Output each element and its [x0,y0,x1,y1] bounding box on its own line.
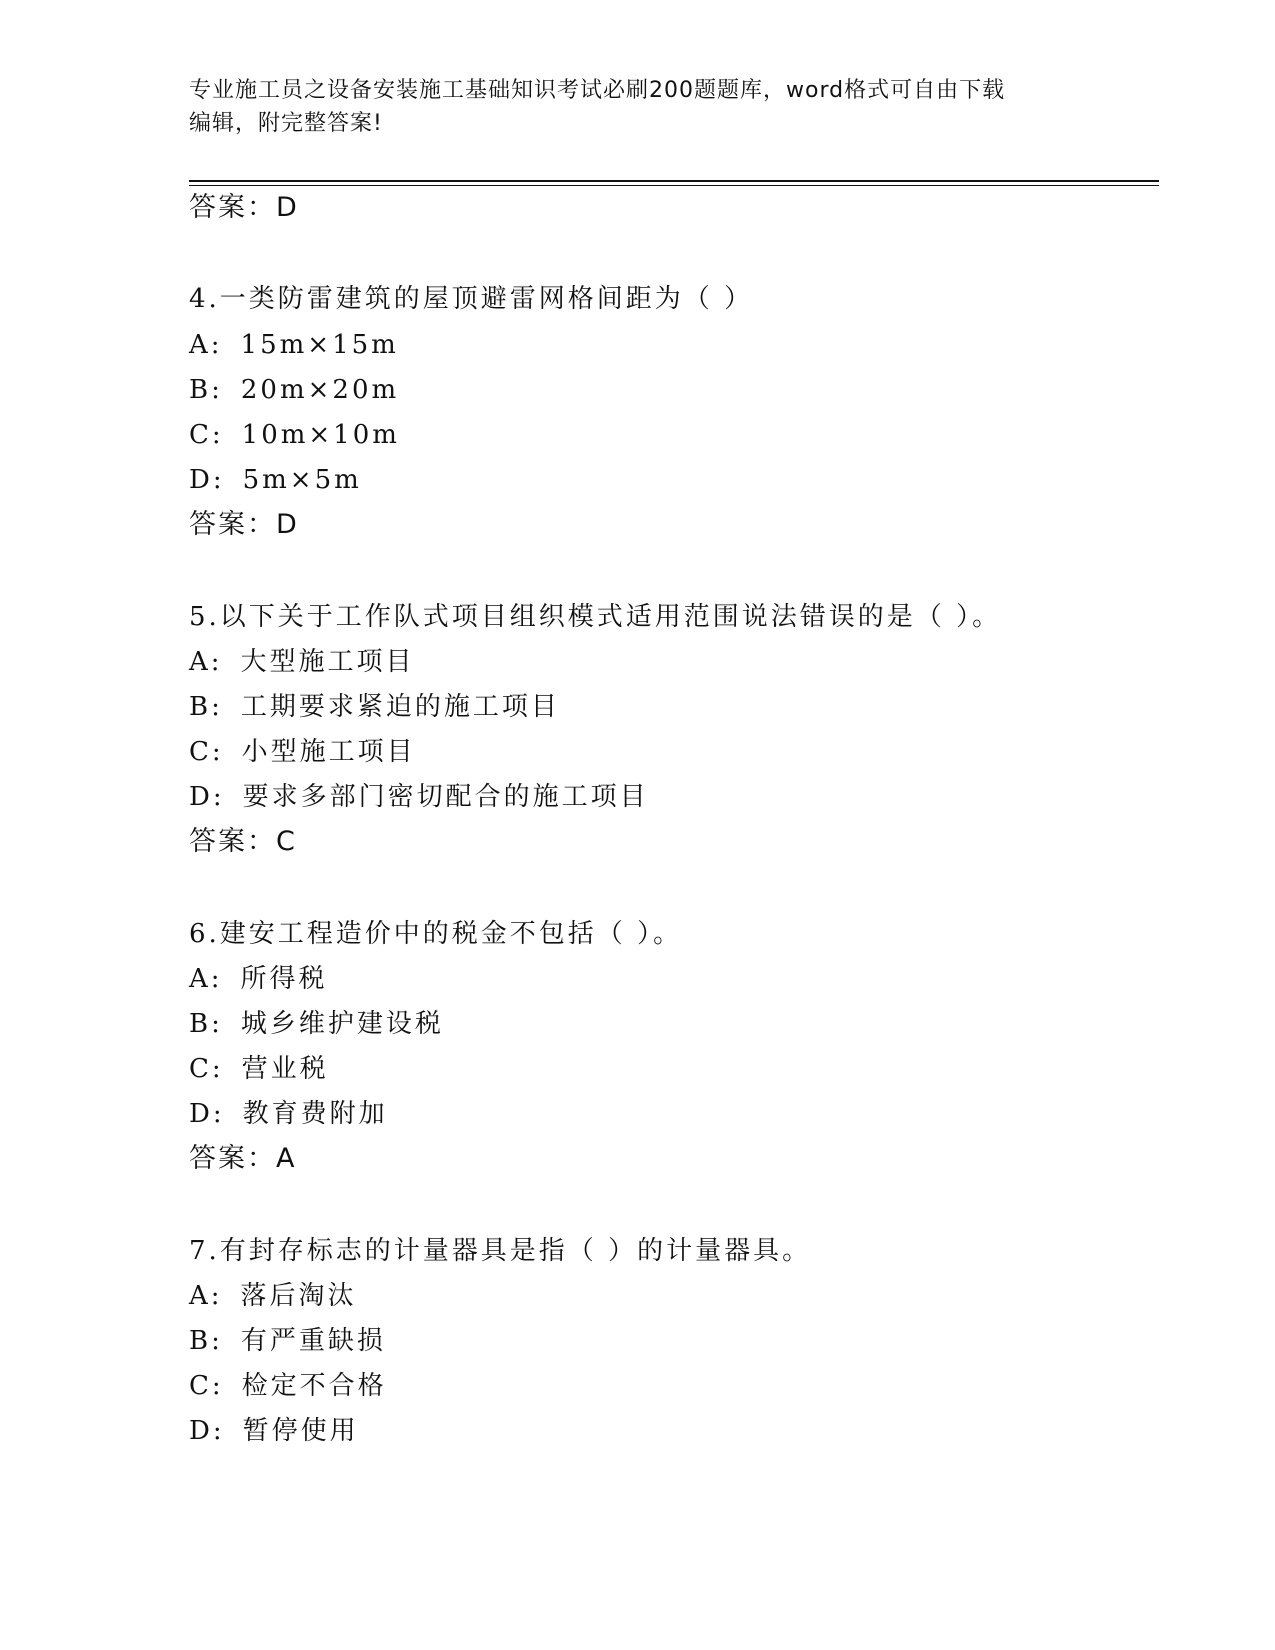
option-text: 城乡维护建设税 [240,1009,444,1039]
option-label: A: [189,330,223,360]
option-label: D: [189,1099,225,1129]
question-5-answer: 答案：C [189,826,297,857]
question-6-answer: 答案：A [189,1143,297,1174]
option-label: A: [189,1281,223,1311]
question-6-option-c [189,1052,329,1086]
header-title-line-1: 专业施工员之设备安装施工基础知识考试必刷200题题库，word格式可自由下载 [189,78,1006,103]
question-4-option-a [189,328,399,362]
option-text: 20m×20m [240,375,400,405]
option-text: 暂停使用 [242,1416,359,1446]
header-rule-thin [189,185,1159,186]
question-6-option-b [189,1007,444,1041]
previous-answer: 答案：D [189,192,299,223]
option-text: 15m×15m [240,330,399,360]
question-6-option-d [189,1097,388,1131]
question-7-option-c [189,1369,387,1403]
question-5-option-c [189,735,416,769]
option-label: A: [189,964,223,994]
header-rule-thick [189,180,1159,182]
question-4-option-c [189,418,400,452]
option-label: D: [189,782,225,812]
document-header [189,74,1089,140]
option-label: C: [189,737,224,767]
option-label: B: [189,692,223,722]
question-5-option-a [189,645,415,679]
option-label: C: [189,420,224,450]
header-title-line-2: 编辑，附完整答案! [189,111,383,136]
question-4-stem: 4.一类防雷建筑的屋顶避雷网格间距为（ ） [189,284,754,314]
question-4-answer: 答案：D [189,509,299,540]
option-label: C: [189,1054,224,1084]
option-text: 5m×5m [242,465,362,495]
question-5-stem: 5.以下关于工作队式项目组织模式适用范围说法错误的是（ ）。 [189,602,1002,632]
option-text: 有严重缺损 [240,1326,386,1356]
option-label: B: [189,1326,223,1356]
option-label: D: [189,1416,225,1446]
option-text: 10m×10m [241,420,400,450]
question-5-option-b [189,690,560,724]
option-text: 检定不合格 [241,1371,387,1401]
option-label: C: [189,1371,224,1401]
question-6-option-a [189,962,328,996]
question-7-option-b [189,1324,386,1358]
option-text: 要求多部门密切配合的施工项目 [242,782,649,812]
option-text: 工期要求紧迫的施工项目 [240,692,560,722]
option-text: 所得税 [240,964,328,994]
option-text: 教育费附加 [242,1099,388,1129]
question-7-option-d [189,1414,359,1448]
option-text: 营业税 [241,1054,329,1084]
option-text: 小型施工项目 [241,737,416,767]
question-4-option-d [189,463,362,497]
question-4-option-b [189,373,399,407]
option-label: B: [189,1009,223,1039]
option-text: 落后淘汰 [240,1281,357,1311]
question-6-stem: 6.建安工程造价中的税金不包括（ ）。 [189,919,683,949]
option-text: 大型施工项目 [240,647,415,677]
question-7-option-a [189,1279,357,1313]
question-7-stem: 7.有封存标志的计量器具是指（ ）的计量器具。 [189,1236,812,1266]
option-label: A: [189,647,223,677]
question-5-option-d [189,780,649,814]
option-label: B: [189,375,223,405]
option-label: D: [189,465,225,495]
